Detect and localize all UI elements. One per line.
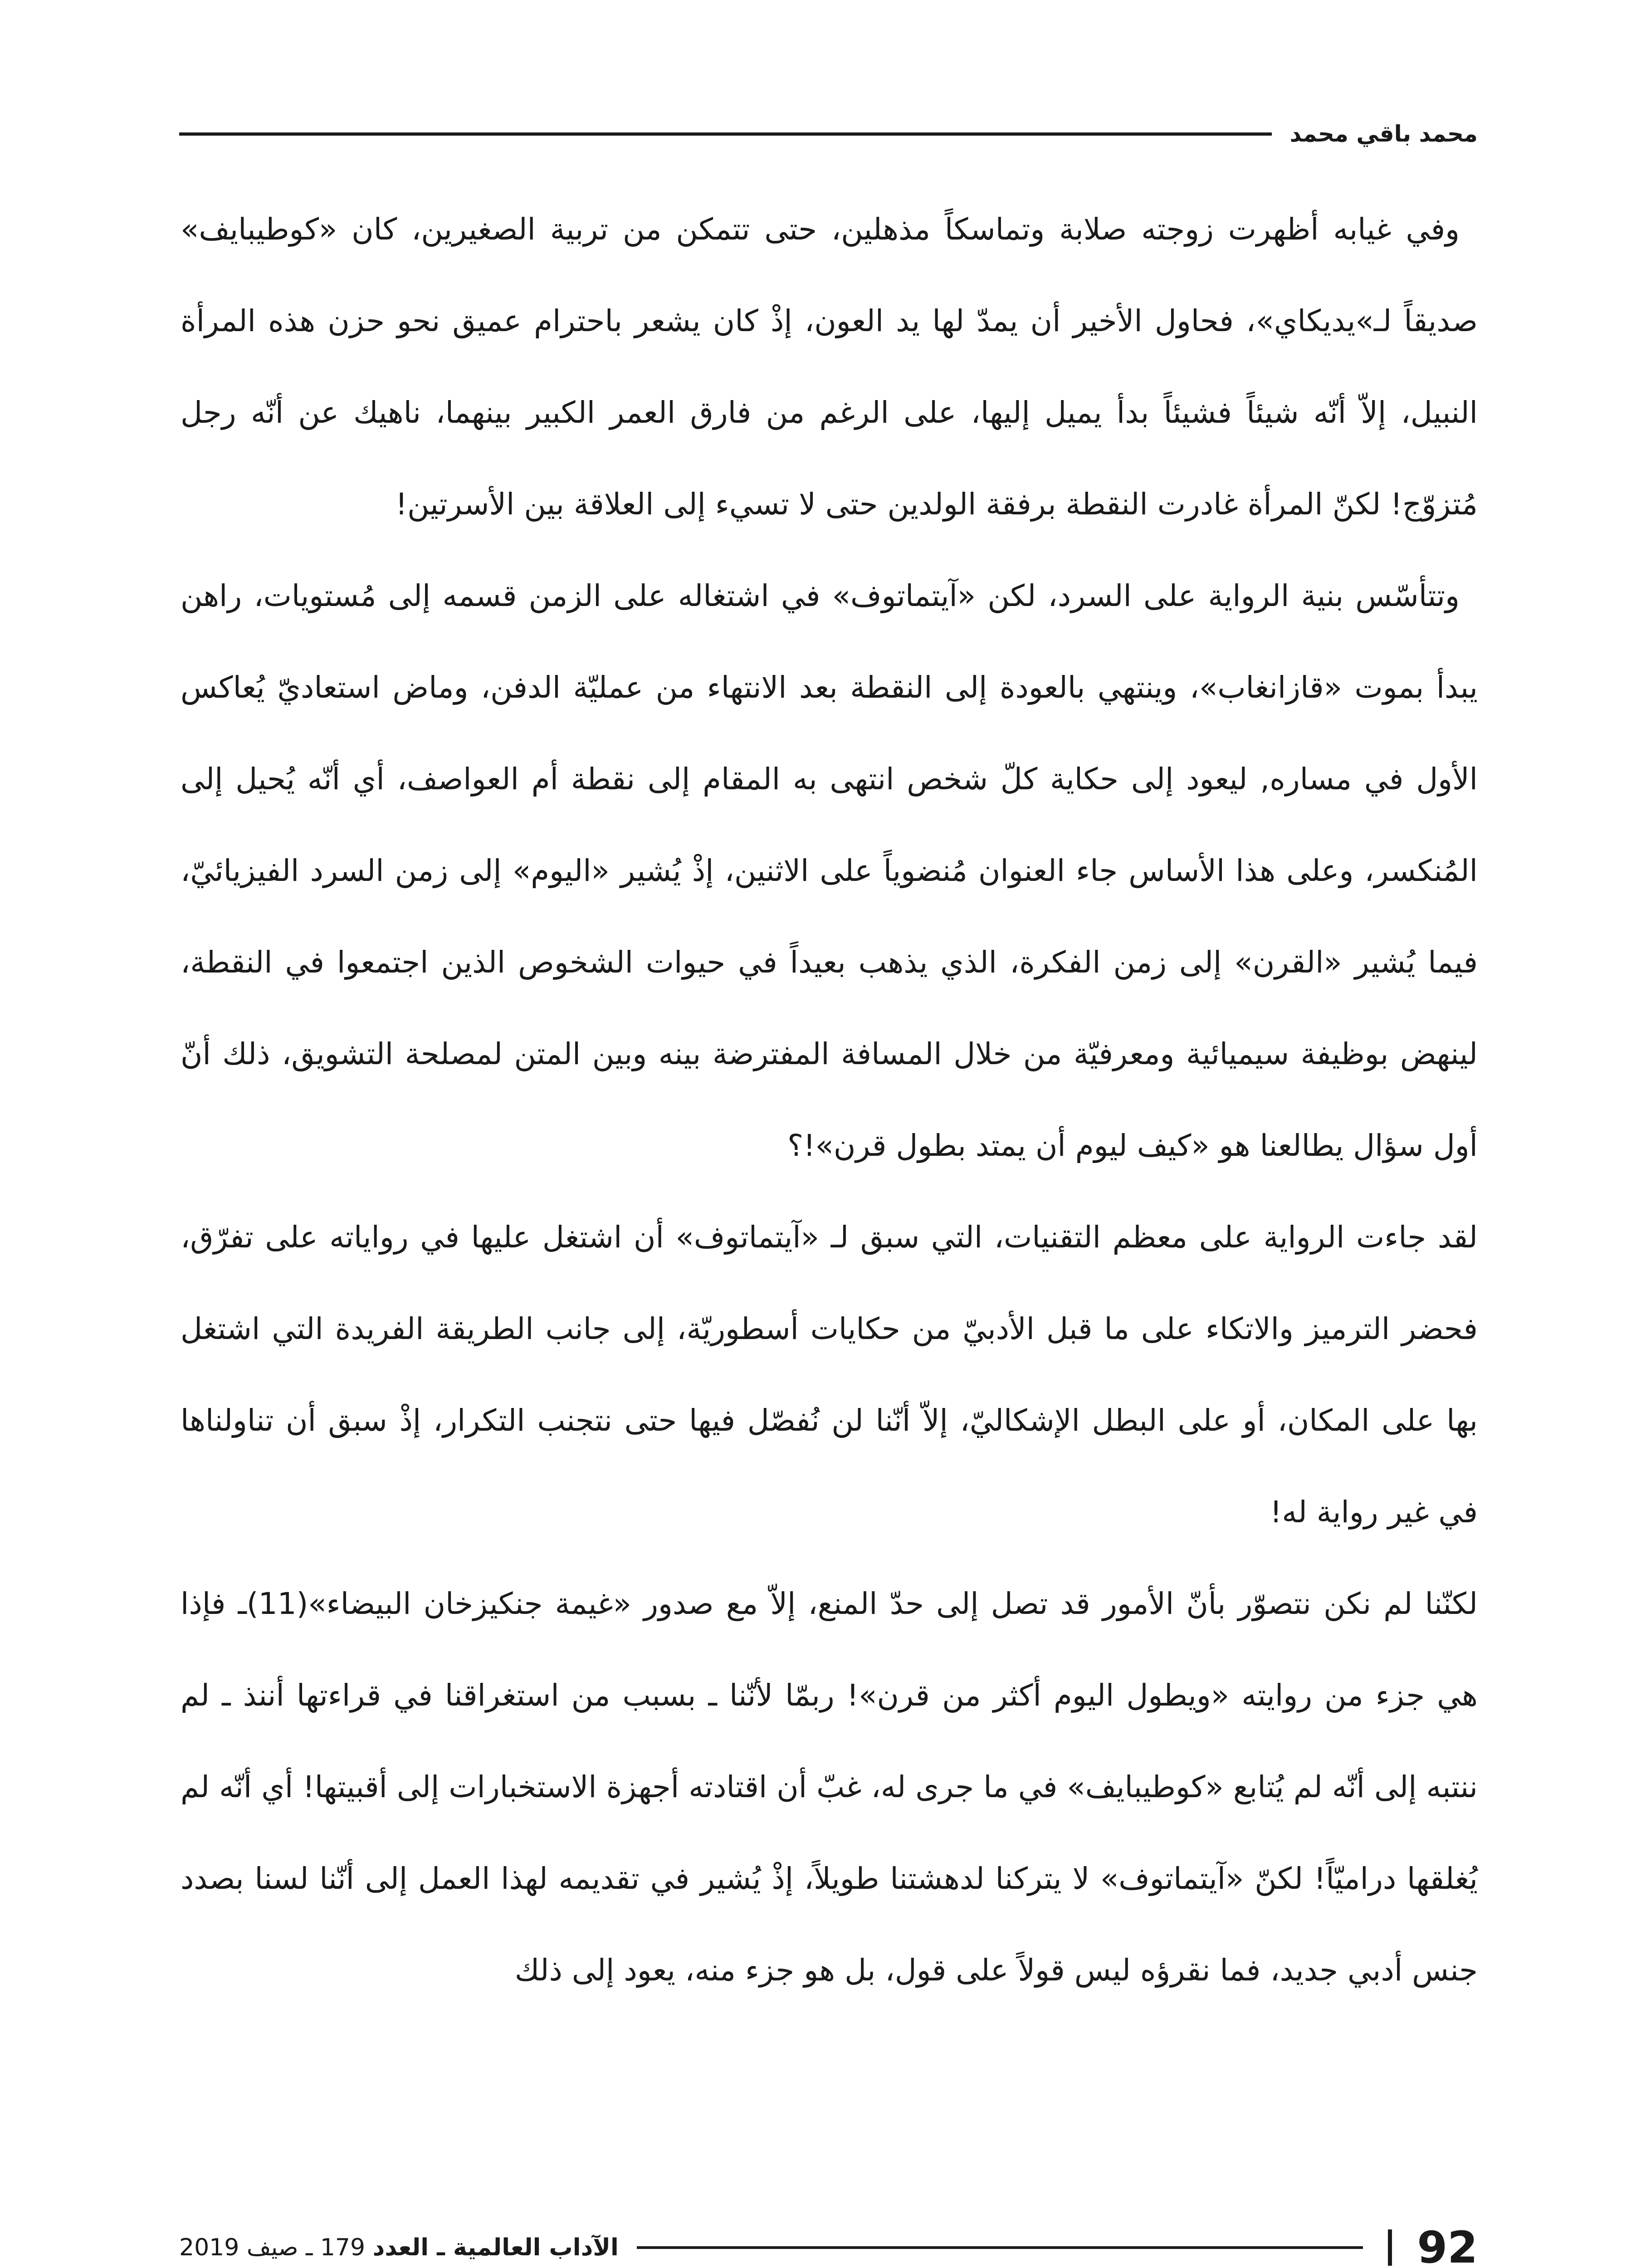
journal-issue-date: 179 ـ صيف 2019	[179, 2234, 373, 2261]
footer-divider-bar	[1388, 2229, 1392, 2266]
footer-rule	[637, 2246, 1363, 2249]
paragraph-1: وفي غيابه أظهرت زوجته صلابة وتماسكاً مذهلين، حتى تتمكن من تربية الصغيرين، كان «كوطيبايف» صديقاً لـ»يديكاي»، فحاول الأخير أن يمدّ لها يد العون، إذْ كان يشعر باحترام عميق نحو حزن هذه المرأة النبيل، إلاّ أنّه شيئاً فشيئاً بدأ يميل إليها، على الرغم من فارق العمر الكبير بينهما، ناهيك عن أنّه رجل مُتزوّج! لكنّ المرأة غادرت النقطة برفقة الولدين حتى لا تسيء إلى العلاقة بين الأسرتين!	[181, 212, 1478, 522]
paragraph-2: وتتأسّس بنية الرواية على السرد، لكن «آيتماتوف» في اشتغاله على الزمن قسمه إلى مُستويات، راهن يبدأ بموت «قازانغاب»، وينتهي بالعودة إلى النقطة بعد الانتهاء من عمليّة الدفن، وماض استعاديّ يُعاكس الأول في مساره, ليعود إلى حكاية كلّ شخص انتهى به المقام إلى نقطة أم العواصف، أي أنّه يُحيل إلى المُنكسر، وعلى هذا الأساس جاء العنوان مُنضوياً على الاثنين، إذْ يُشير «اليوم» إلى زمن السرد الفيزيائيّ، فيما يُشير «القرن» إلى زمن الفكرة، الذي يذهب بعيداً في حيوات الشخوص الذين اجتمعوا في النقطة، لينهض بوظيفة سيميائية ومعرفيّة من خلال المسافة المفترضة بينه وبين المتن لمصلحة التشويق، ذلك أنّ أول سؤال يطالعنا هو «كيف ليوم أن يمتد بطول قرن»!؟	[181, 578, 1478, 1163]
journal-issue	[179, 2234, 619, 2261]
page-number: 92	[1417, 2222, 1478, 2268]
author-name: محمد باقي محمد	[1289, 121, 1478, 147]
journal-title: الآداب العالمية ـ العدد	[372, 2234, 619, 2261]
running-header	[179, 116, 1478, 152]
header-rule	[179, 132, 1272, 136]
paragraph-4: لكنّنا لم نكن نتصوّر بأنّ الأمور قد تصل إلى حدّ المنع، إلاّ مع صدور «غيمة جنكيزخان البيضاء»(11)ـ فإذا هي جزء من روايته «ويطول اليوم أكثر من قرن»! ربمّا لأنّنا ـ بسبب من استغراقنا في قراءتها أننذ ـ لم ننتبه إلى أنّه لم يُتابع «كوطيبايف» في ما جرى له، غبّ أن اقتادته أجهزة الاستخبارات إلى أقبيتها! أي أنّه لم يُغلقها دراميّاً! لكنّ «آيتماتوف» لا يتركنا لدهشتنا طويلاً، إذْ يُشير في تقديمه لهذا العمل إلى أنّنا لسنا بصدد جنس أدبي جديد، فما نقرؤه ليس قولاً على قول، بل هو جزء منه، يعود إلى ذلك	[181, 1586, 1478, 1988]
page-footer	[179, 2223, 1478, 2268]
article-body	[181, 184, 1478, 2016]
paragraph-3: لقد جاءت الرواية على معظم التقنيات، التي سبق لـ «آيتماتوف» أن اشتغل عليها في رواياته على تفرّق، فحضر الترميز والاتكاء على ما قبل الأدبيّ من حكايات أسطوريّة، إلى جانب الطريقة الفريدة التي اشتغل بها على المكان، أو على البطل الإشكاليّ، إلاّ أنّنا لن نُفصّل فيها حتى نتجنب التكرار، إذْ سبق أن تناولناها في غير رواية له!	[181, 1220, 1478, 1530]
